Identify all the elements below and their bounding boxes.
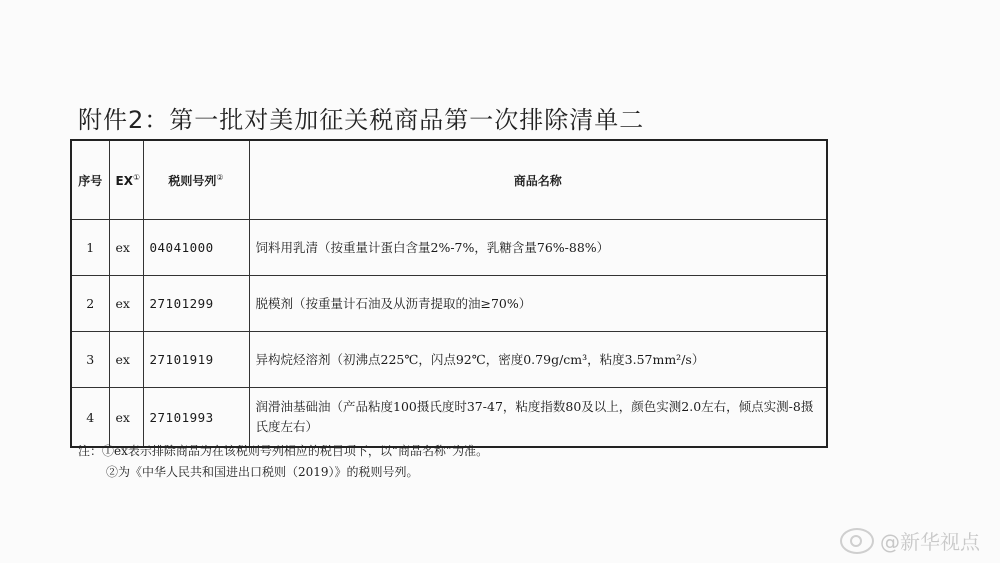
header-code: 税则号列②: [143, 140, 249, 220]
cell-code: 27101993: [143, 388, 249, 448]
cell-name: 饲料用乳清（按重量计蛋白含量2%-7%，乳糖含量76%-88%）: [249, 220, 827, 276]
cell-seq: 1: [71, 220, 109, 276]
cell-name: 脱模剂（按重量计石油及从沥青提取的油≥70%）: [249, 276, 827, 332]
cell-name: 异构烷烃溶剂（初沸点225℃，闪点92℃，密度0.79g/cm³，粘度3.57mm²/s）: [249, 332, 827, 388]
cell-code: 27101299: [143, 276, 249, 332]
watermark-text: @新华视点: [880, 530, 980, 554]
cell-ex: ex: [109, 388, 143, 448]
table-row: [71, 332, 827, 388]
header-seq: 序号: [71, 140, 109, 220]
cell-ex: ex: [109, 220, 143, 276]
footnote-1: 注：①ex表示排除商品为在该税则号列相应的税目项下，以“商品名称”为准。: [78, 444, 489, 458]
exclusion-list-table: [70, 139, 828, 448]
header-code-note: ②: [216, 172, 224, 182]
cell-seq: 3: [71, 332, 109, 388]
cell-code: 27101919: [143, 332, 249, 388]
cell-ex: ex: [109, 332, 143, 388]
footnotes: [78, 441, 488, 483]
table-row: [71, 388, 827, 448]
cell-seq: 4: [71, 388, 109, 448]
table-row: [71, 220, 827, 276]
cell-code: 04041000: [143, 220, 249, 276]
table-row: [71, 276, 827, 332]
header-name: 商品名称: [249, 140, 827, 220]
cell-name: 润滑油基础油（产品粘度100摄氏度时37-47，粘度指数80及以上，颜色实测2.0左右，倾点实测-8摄氏度左右）: [249, 388, 827, 448]
weibo-icon: [840, 528, 874, 554]
watermark: [840, 526, 980, 555]
cell-seq: 2: [71, 276, 109, 332]
header-ex: EX①: [109, 140, 143, 220]
document-title: 附件2：第一批对美加征关税商品第一次排除清单二: [78, 106, 645, 134]
header-ex-note: ①: [132, 172, 141, 182]
table-header-row: [71, 140, 827, 220]
cell-ex: ex: [109, 276, 143, 332]
footnote-2: ②为《中华人民共和国进出口税则（2019）》的税则号列。: [106, 465, 419, 479]
